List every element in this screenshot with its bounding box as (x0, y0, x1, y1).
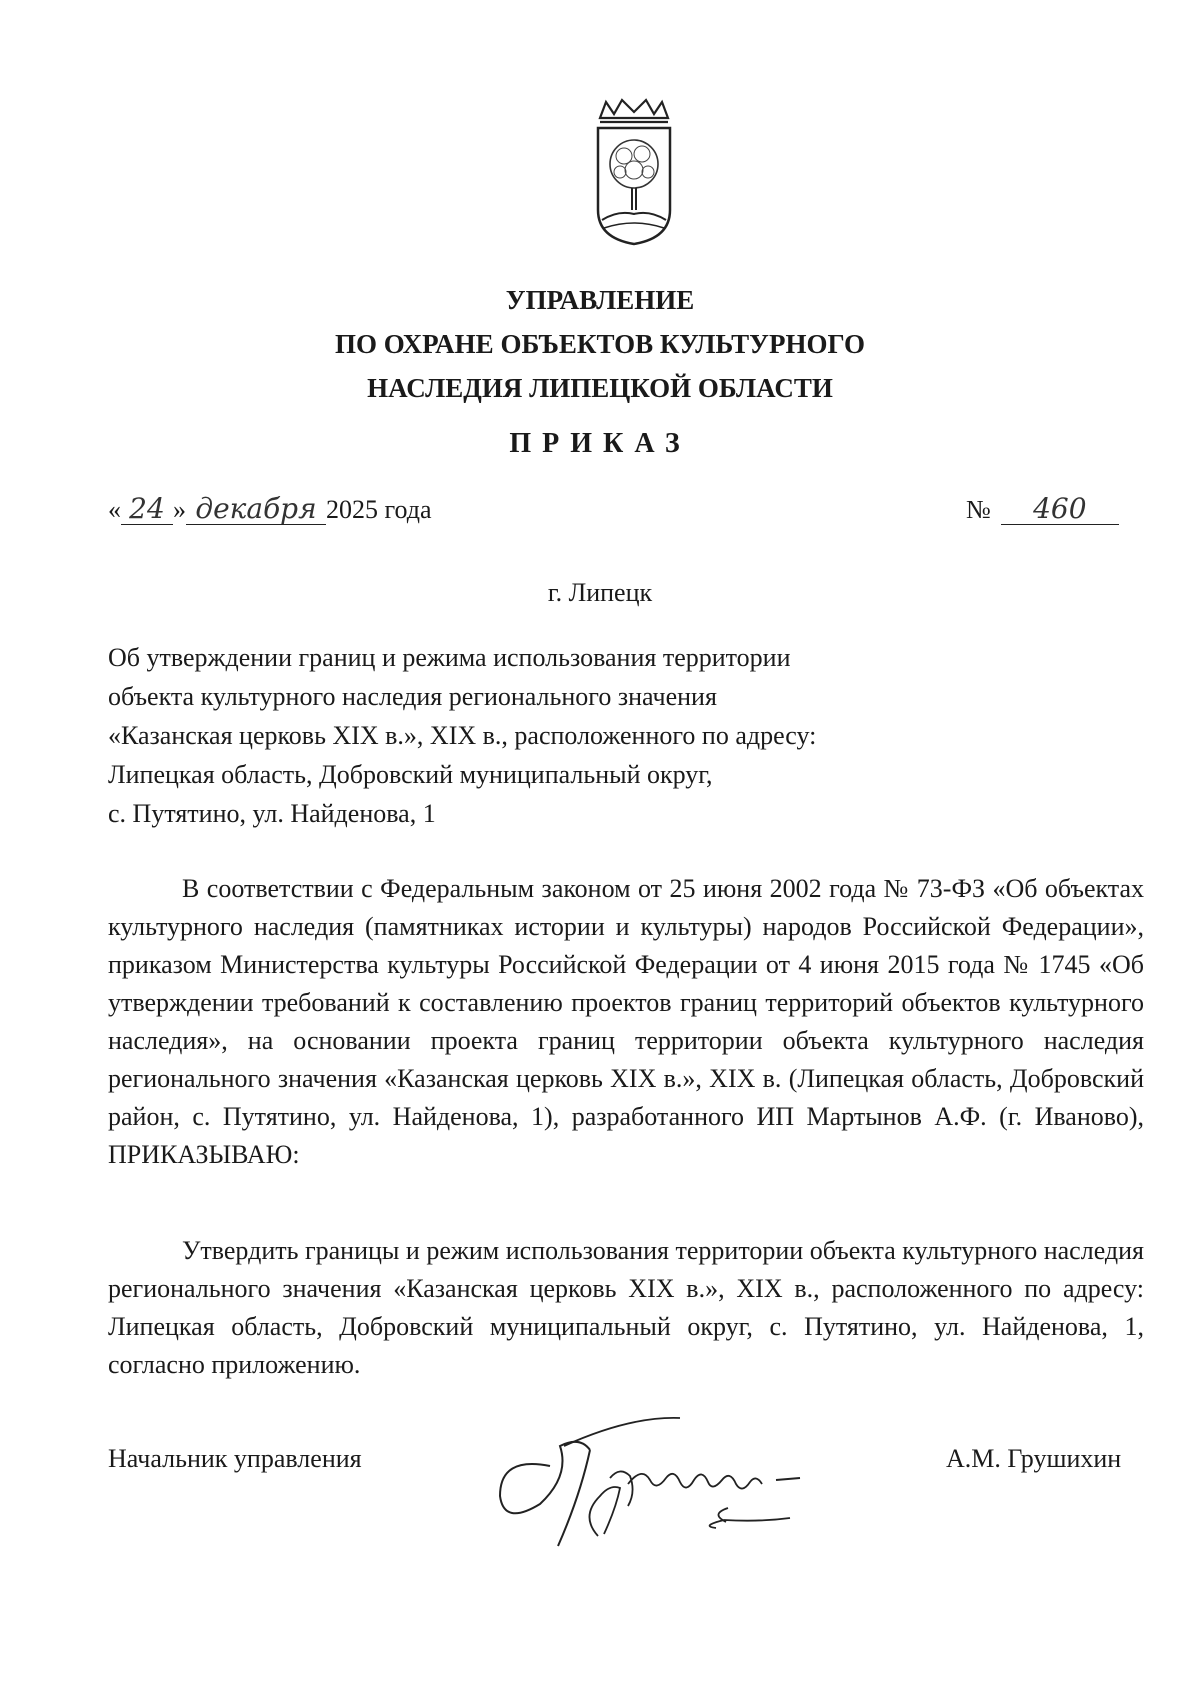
date-month: декабря (186, 494, 326, 525)
paragraph-order: Утвердить границы и режим использования территории объекта культурного наследия регионального значения «Казанская церковь XIX в.», XIX в., расположенного по адресу: Липецкая область, Добровский муниципальный округ, с. Путятино, ул. Найденова, 1, согласно приложению. (108, 1236, 1144, 1379)
handwritten-signature (480, 1396, 850, 1566)
subject-line-3: «Казанская церковь XIX в.», XIX в., расположенного по адресу: (108, 721, 817, 750)
organization-line-2: ПО ОХРАНЕ ОБЪЕКТОВ КУЛЬТУРНОГО (335, 329, 865, 359)
organization-header (0, 278, 1200, 410)
date-year: 2025 года (326, 495, 432, 524)
coat-of-arms-icon (588, 98, 680, 248)
date-close-quote: » (173, 495, 186, 524)
organization-line-1: УПРАВЛЕНИЕ (505, 285, 695, 315)
document-subject (108, 638, 928, 833)
subject-line-2: объекта культурного наследия регионального значения (108, 682, 717, 711)
document-number (966, 494, 1119, 525)
organization-line-3: НАСЛЕДИЯ ЛИПЕЦКОЙ ОБЛАСТИ (367, 373, 833, 403)
number-value: 460 (1001, 494, 1119, 525)
subject-line-1: Об утверждении границ и режима использования территории (108, 643, 791, 672)
date-day: 24 (121, 494, 173, 525)
document-type: ПРИКАЗ (509, 428, 691, 459)
paragraph-basis: В соответствии с Федеральным законом от 25 июня 2002 года № 73-ФЗ «Об объектах культурного наследия (памятниках истории и культуры) народов Российской Федерации», приказом Министерства культуры Российской Федерации от 4 июня 2015 года № 1745 «Об утверждении требований к составлению проектов границ территорий объектов культурного наследия», на основании проекта границ территории объекта культурного наследия регионального значения «Казанская церковь XIX в.», XIX в. (Липецкая область, Добровский район, с. Путятино, ул. Найденова, 1), разработанного ИП Мартынов А.Ф. (г. Иваново), ПРИКАЗЫВАЮ: (108, 874, 1144, 1169)
subject-line-4: Липецкая область, Добровский муниципальный округ, (108, 760, 713, 789)
signatory-name: А.М. Грушихин (946, 1444, 1122, 1473)
date-open-quote: « (108, 495, 121, 524)
document-date (108, 494, 432, 525)
document-city: г. Липецк (547, 578, 653, 607)
subject-line-5: с. Путятино, ул. Найденова, 1 (108, 799, 436, 828)
signatory-position: Начальник управления (108, 1444, 362, 1473)
number-label: № (966, 495, 991, 524)
